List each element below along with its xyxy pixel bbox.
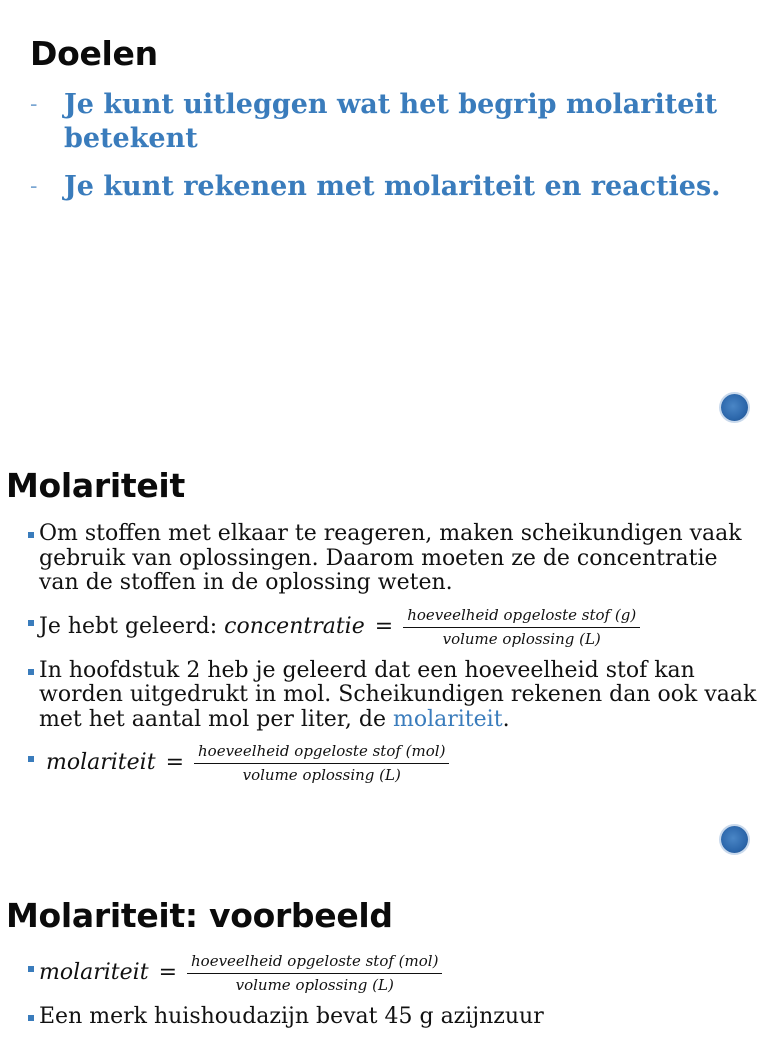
dash-marker: - [30,92,38,117]
formula-lhs: molariteit [46,750,156,776]
next-slide-circle-icon[interactable] [721,394,748,421]
goal-item [30,170,750,204]
slide-molariteit [0,432,768,864]
square-bullet-icon [28,1015,34,1021]
slide-doelen [0,0,768,432]
highlight-term: molariteit [393,706,503,732]
formula-lhs: molariteit [39,960,149,986]
goal-text: Je kunt rekenen met molariteit en reacties. [64,171,721,202]
bullet-item [28,1005,758,1030]
square-bullet-icon [28,620,34,626]
bullet-text: In hoofdstuk 2 heb je geleerd dat een hoeveelheid stof kan worden uitgedrukt in mol. Scheikundigen rekenen dan ook vaak met het aantal mol per liter, de [39,657,757,732]
bullet-item-formula [28,952,758,995]
fraction-denominator: volume oplossing (L) [442,629,601,648]
slide-title: Molariteit [6,466,185,505]
square-bullet-icon [28,532,34,538]
dash-marker: - [30,174,38,199]
bullet-list [28,522,758,795]
formula-equals: = [158,960,177,986]
slide-title: Molariteit: voorbeeld [6,896,393,935]
formula-lead: Je hebt geleerd: [39,613,225,639]
fraction-numerator: hoeveelheid opgeloste stof (mol) [194,742,449,764]
square-bullet-icon [28,966,34,972]
fraction-numerator: hoeveelheid opgeloste stof (g) [403,606,640,628]
formula-fraction [403,606,640,649]
fraction-denominator: volume oplossing (L) [242,766,401,784]
goal-item [30,88,750,156]
formula-equals: = [165,750,184,776]
square-bullet-icon [28,669,34,675]
bullet-item [28,659,758,733]
square-bullet-icon [28,756,34,762]
formula-lhs: concentratie [224,613,365,639]
formula-fraction [187,952,442,995]
bullet-item-formula [28,742,758,785]
bullet-text: Om stoffen met elkaar te reageren, maken scheikundigen vaak gebruik van oplossingen. Daarom moeten ze de concentratie van de stoffen in de oplossing weten. [39,521,742,595]
slide-molariteit-voorbeeld [0,864,768,1029]
slide-title: Doelen [30,34,158,73]
goals-list [30,88,750,218]
fraction-numerator: hoeveelheid opgeloste stof (mol) [187,952,442,974]
fraction-denominator: volume oplossing (L) [235,976,394,994]
bullet-text: Een merk huishoudazijn bevat 45 g azijnzuur [39,1004,544,1029]
formula-fraction [194,742,449,785]
bullet-list [28,952,758,1040]
bullet-text-end: . [502,706,510,732]
bullet-item-formula [28,606,758,649]
formula-equals: = [374,613,394,639]
bullet-item [28,522,758,596]
goal-text: Je kunt uitleggen wat het begrip molariteit betekent [64,89,718,154]
next-slide-circle-icon[interactable] [721,826,748,853]
